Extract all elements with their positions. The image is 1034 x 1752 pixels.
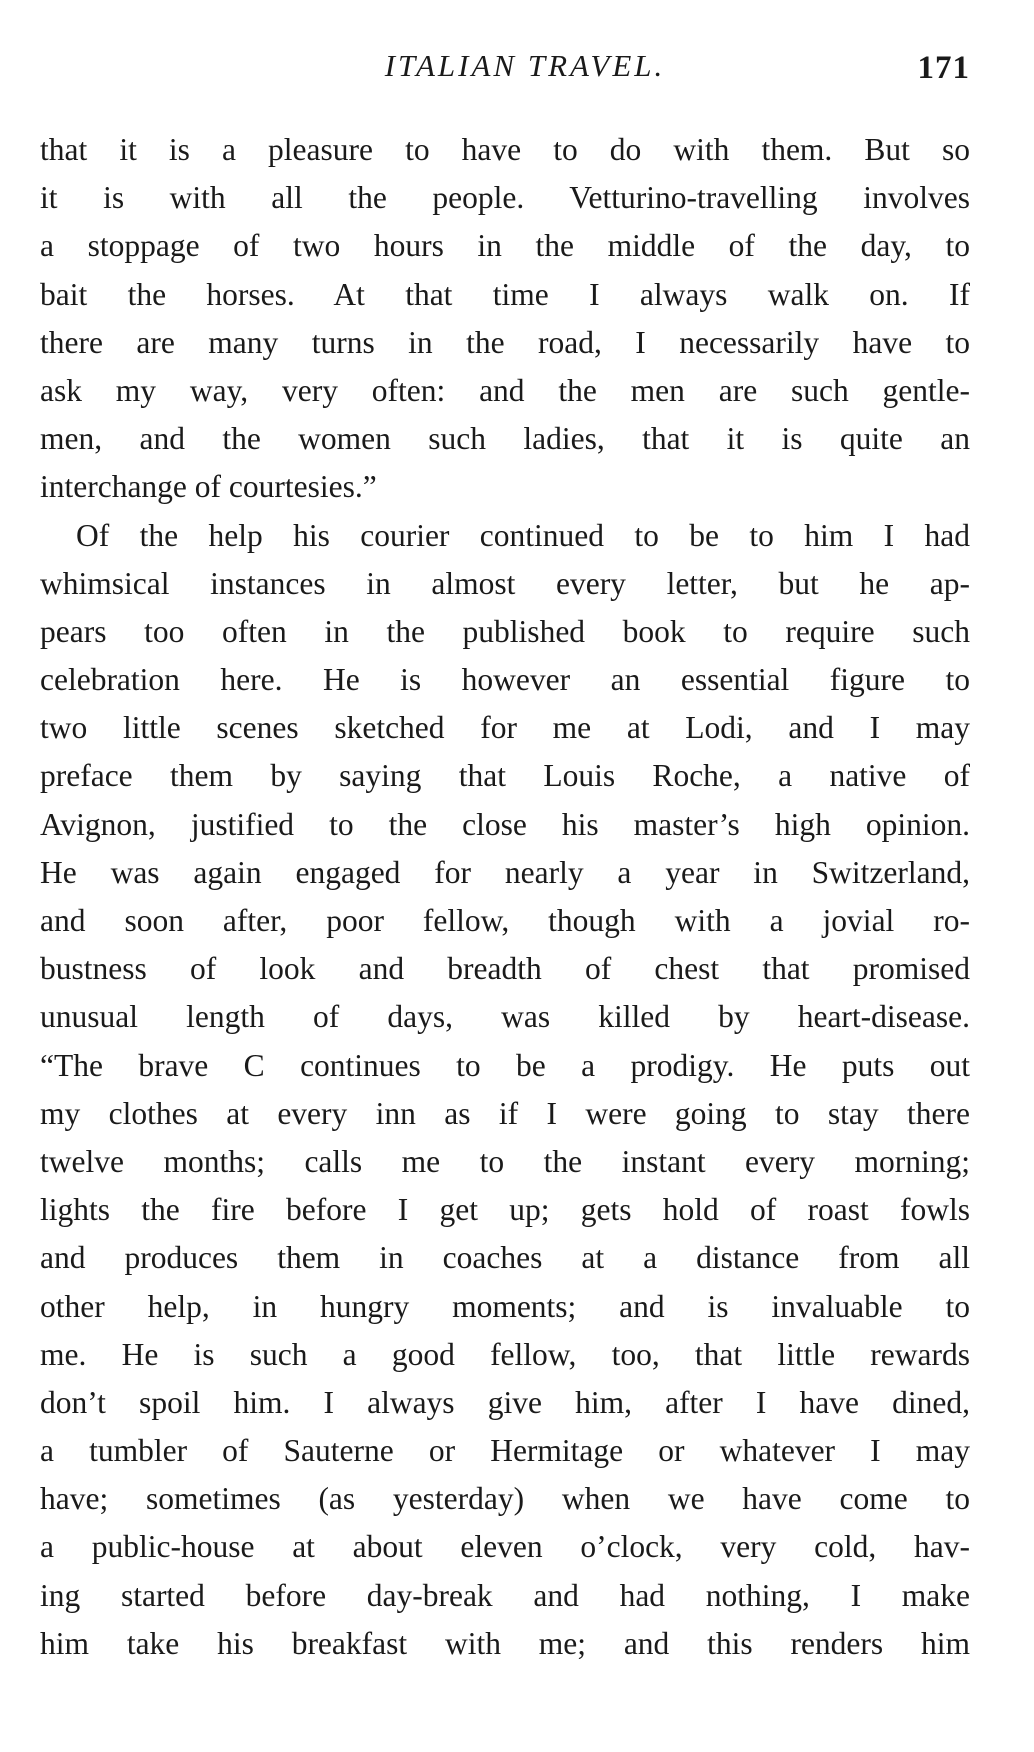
text-line: whimsical instances in almost every letter, but he ap- — [40, 565, 970, 601]
text-line: twelve months; calls me to the instant every morning; — [40, 1143, 970, 1179]
text-line: and soon after, poor fellow, though with a jovial ro- — [40, 903, 970, 938]
text-line: my clothes at every inn as if I were going to stay there — [40, 1095, 970, 1131]
text-line: a public-house at about eleven o’clock, very cold, hav- — [40, 1529, 970, 1565]
text-line: pears too often in the published book to require such — [40, 613, 970, 649]
text-line: don’t spoil him. I always give him, after I have dined, — [40, 1384, 970, 1420]
text-line: unusual length of days, was killed by heart-disease. — [40, 999, 970, 1035]
text-line: bustness of look and breadth of chest that promised — [40, 951, 970, 987]
text-line: He was again engaged for nearly a year in Switzerland, — [40, 854, 970, 890]
text-line: that it is a pleasure to have to do with them. But so — [40, 132, 970, 167]
text-line: a stoppage of two hours in the middle of the day, to — [40, 228, 970, 264]
running-title: ITALIAN TRAVEL. — [384, 48, 666, 83]
text-line: me. He is such a good fellow, too, that little rewards — [40, 1336, 970, 1372]
text-line: have; sometimes (as yesterday) when we have come to — [40, 1481, 970, 1517]
text-line: “The brave C continues to be a prodigy. He puts out — [40, 1047, 970, 1083]
text-line: him take his breakfast with me; and this renders him — [40, 1625, 970, 1661]
text-line: a tumbler of Sauterne or Hermitage or whatever I may — [40, 1433, 970, 1469]
text-line: ing started before day-break and had nothing, I make — [40, 1577, 970, 1613]
text-line: interchange of courtesies.” — [40, 469, 377, 505]
text-line: preface them by saying that Louis Roche, a native of — [40, 758, 970, 794]
text-line: two little scenes sketched for me at Lodi, and I may — [40, 710, 970, 746]
text-line: lights the fire before I get up; gets hold of roast fowls — [40, 1192, 970, 1228]
running-head — [40, 48, 970, 92]
text-line: there are many turns in the road, I necessarily have to — [40, 324, 970, 360]
text-line: Avignon, justified to the close his master’s high opinion. — [40, 806, 970, 842]
text-line: Of the help his courier continued to be to him I had — [76, 517, 970, 553]
text-line: it is with all the people. Vetturino-travelling involves — [40, 180, 970, 216]
text-line: men, and the women such ladies, that it is quite an — [40, 421, 970, 457]
text-line: celebration here. He is however an essential figure to — [40, 662, 970, 698]
page-number: 171 — [917, 50, 970, 86]
text-line: and produces them in coaches at a distance from all — [40, 1240, 970, 1276]
text-line: other help, in hungry moments; and is invaluable to — [40, 1288, 970, 1324]
body-text — [40, 126, 970, 1668]
text-line: ask my way, very often: and the men are such gentle- — [40, 372, 970, 408]
text-line: bait the horses. At that time I always walk on. If — [40, 276, 970, 312]
